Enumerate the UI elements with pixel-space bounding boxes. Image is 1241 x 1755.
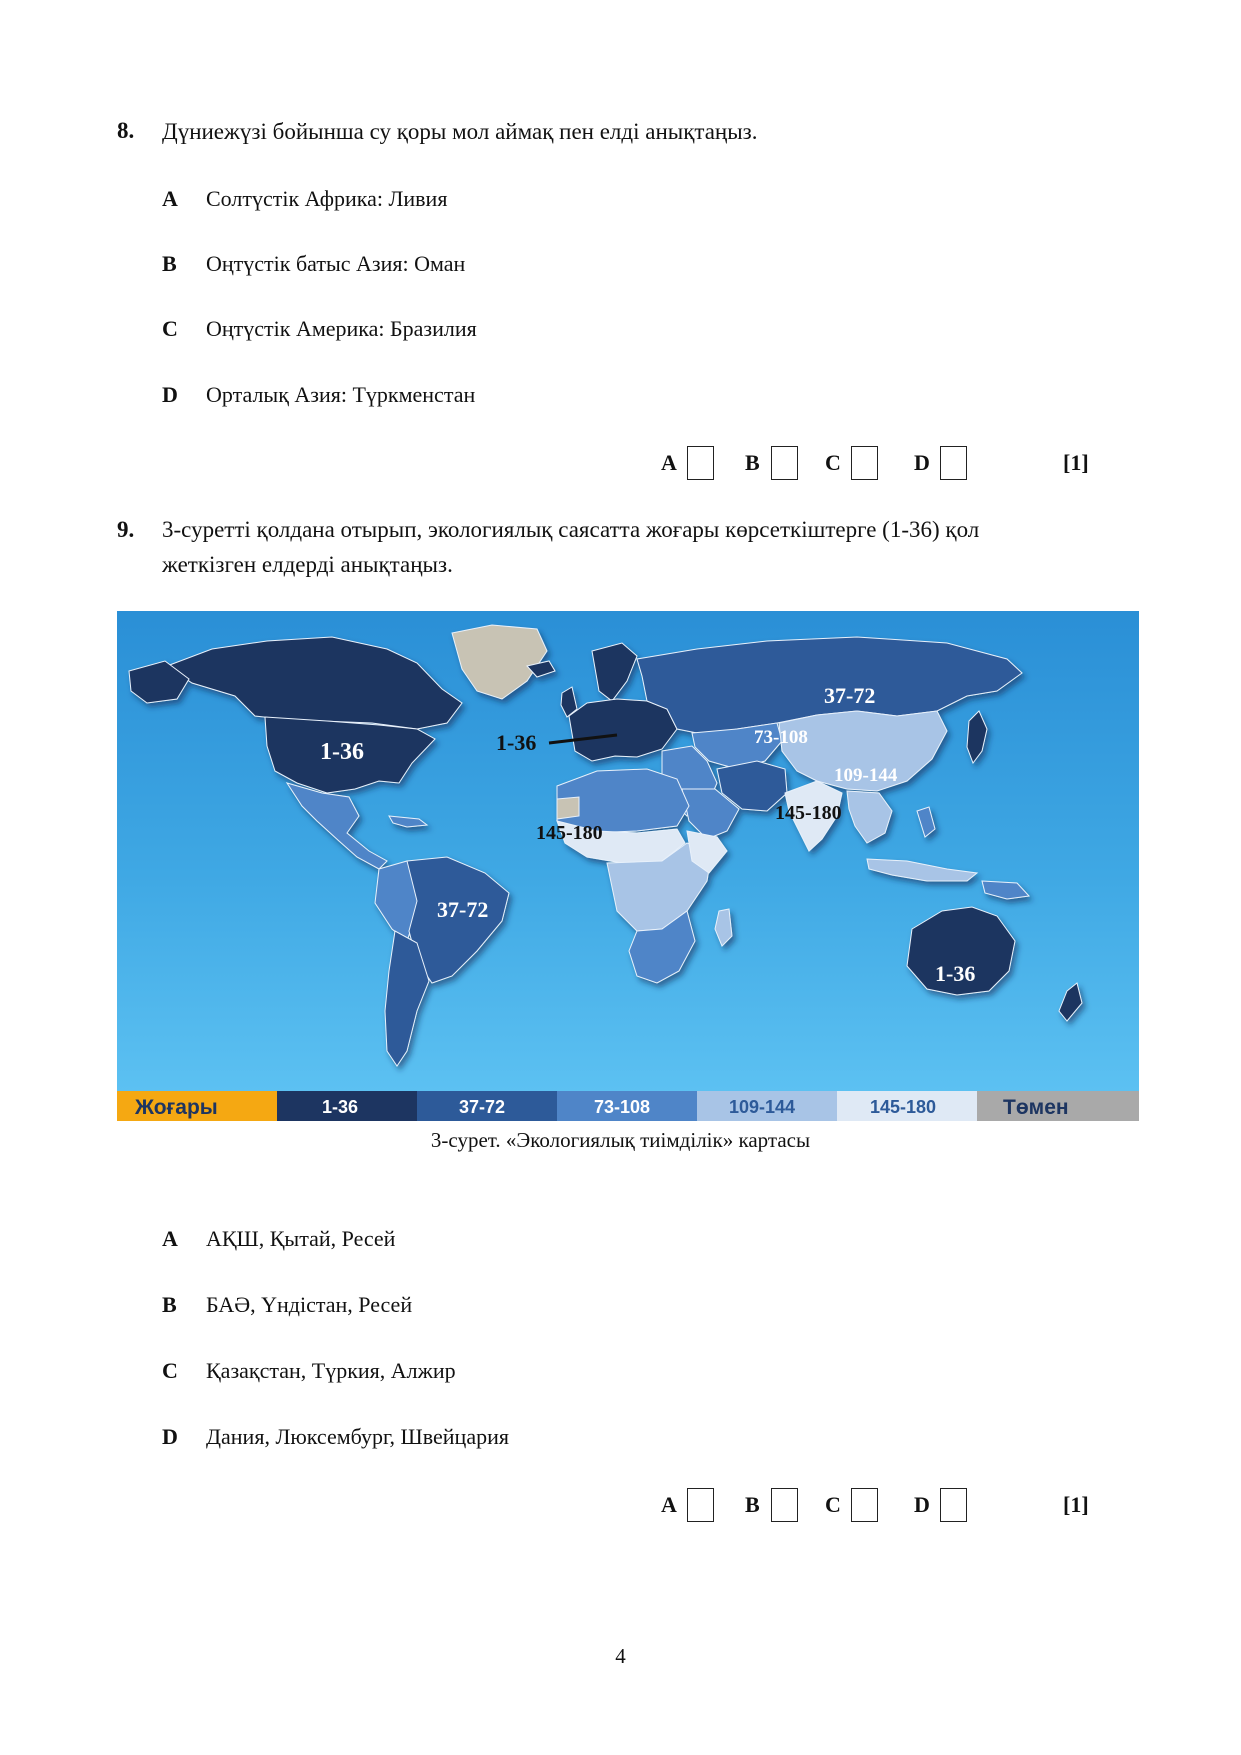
q8-answer-d-label: D: [914, 450, 930, 475]
legend-high-label: Жоғары: [135, 1096, 218, 1119]
q8-option-a-letter: A: [162, 186, 178, 211]
q8-answer-a-label: A: [661, 450, 677, 475]
map-label-europe: 1-36: [496, 730, 537, 755]
legend-bin-1-label: 1-36: [322, 1097, 359, 1117]
q9-option-b-letter: B: [162, 1292, 177, 1317]
question-9-number: 9.: [117, 517, 135, 542]
q9-answer-a-label: A: [661, 1492, 677, 1517]
question-9-text-line-1: 3-суретті қолдана отырып, экологиялық саясатта жоғары көрсеткіштерге (1-36) қол: [162, 517, 980, 542]
q9-option-d-letter: D: [162, 1424, 178, 1449]
legend-bin-4-label: 109-144: [729, 1097, 796, 1117]
q8-answer-row: [0, 446, 1241, 482]
western-sahara-shape: [557, 797, 579, 819]
q8-option-c-text: Оңтүстік Америка: Бразилия: [206, 316, 477, 341]
q9-answer-row: [0, 1488, 1241, 1524]
legend-low-label: Төмен: [1003, 1096, 1069, 1119]
q8-option-b-letter: B: [162, 251, 177, 276]
legend-bin-3-label: 73-108: [594, 1097, 651, 1117]
q9-answer-d-label: D: [914, 1492, 930, 1517]
map-legend: [117, 1091, 1139, 1121]
q9-option-b-text: БАӘ, Үндістан, Ресей: [206, 1292, 413, 1317]
q9-option-a-letter: A: [162, 1226, 178, 1251]
q9-answer-d-box[interactable]: [940, 1488, 967, 1522]
map-label-china: 109-144: [834, 765, 898, 786]
q8-option-a-text: Солтүстік Африка: Ливия: [206, 186, 448, 211]
q9-mark: [1]: [1063, 1492, 1089, 1517]
eco-efficiency-map: [117, 611, 1139, 1121]
q8-option-c-letter: C: [162, 316, 178, 341]
legend-bin-5-label: 145-180: [870, 1097, 937, 1117]
q8-answer-b-box[interactable]: [771, 446, 798, 480]
legend-bin-2-label: 37-72: [459, 1097, 506, 1117]
q9-option-c-letter: C: [162, 1358, 178, 1383]
q8-option-b-text: Оңтүстік батыс Азия: Оман: [206, 251, 466, 276]
map-label-australia: 1-36: [935, 961, 976, 986]
q9-option-d-text: Дания, Люксембург, Швейцария: [206, 1424, 509, 1449]
map-label-india: 145-180: [775, 802, 842, 824]
q9-answer-c-box[interactable]: [851, 1488, 878, 1522]
q9-answer-b-label: B: [745, 1492, 760, 1517]
q8-answer-d-box[interactable]: [940, 446, 967, 480]
q9-option-a-text: АҚШ, Қытай, Ресей: [206, 1226, 396, 1251]
map-label-south-america: 37-72: [437, 897, 489, 922]
question-8-text: [162, 114, 758, 149]
q8-answer-c-box[interactable]: [851, 446, 878, 480]
figure-caption: 3-сурет. «Экологиялық тиімділік» картасы: [430, 1128, 811, 1152]
map-label-north-america: 1-36: [320, 739, 364, 765]
q9-answer-a-box[interactable]: [687, 1488, 714, 1522]
question-8-text-line: Дүниежүзі бойынша су қоры мол аймақ пен елді анықтаңыз.: [162, 119, 758, 144]
q8-option-d-letter: D: [162, 382, 178, 407]
question-9-text-line-2: жеткізген елдерді анықтаңыз.: [162, 552, 453, 577]
question-8-number: 8.: [117, 118, 135, 143]
map-label-africa: 145-180: [536, 822, 603, 844]
question-9-text: [162, 512, 979, 582]
q9-answer-b-box[interactable]: [771, 1488, 798, 1522]
q9-answer-c-label: C: [825, 1492, 841, 1517]
q9-option-c-text: Қазақстан, Түркия, Алжир: [206, 1358, 456, 1383]
map-label-central-asia: 73-108: [754, 727, 808, 748]
q8-answer-a-box[interactable]: [687, 446, 714, 480]
map-label-russia: 37-72: [824, 683, 876, 708]
q8-option-d-text: Орталық Азия: Түркменстан: [206, 382, 476, 407]
q8-answer-c-label: C: [825, 450, 841, 475]
q8-mark: [1]: [1063, 450, 1089, 475]
page-number: 4: [615, 1644, 626, 1668]
q8-answer-b-label: B: [745, 450, 760, 475]
